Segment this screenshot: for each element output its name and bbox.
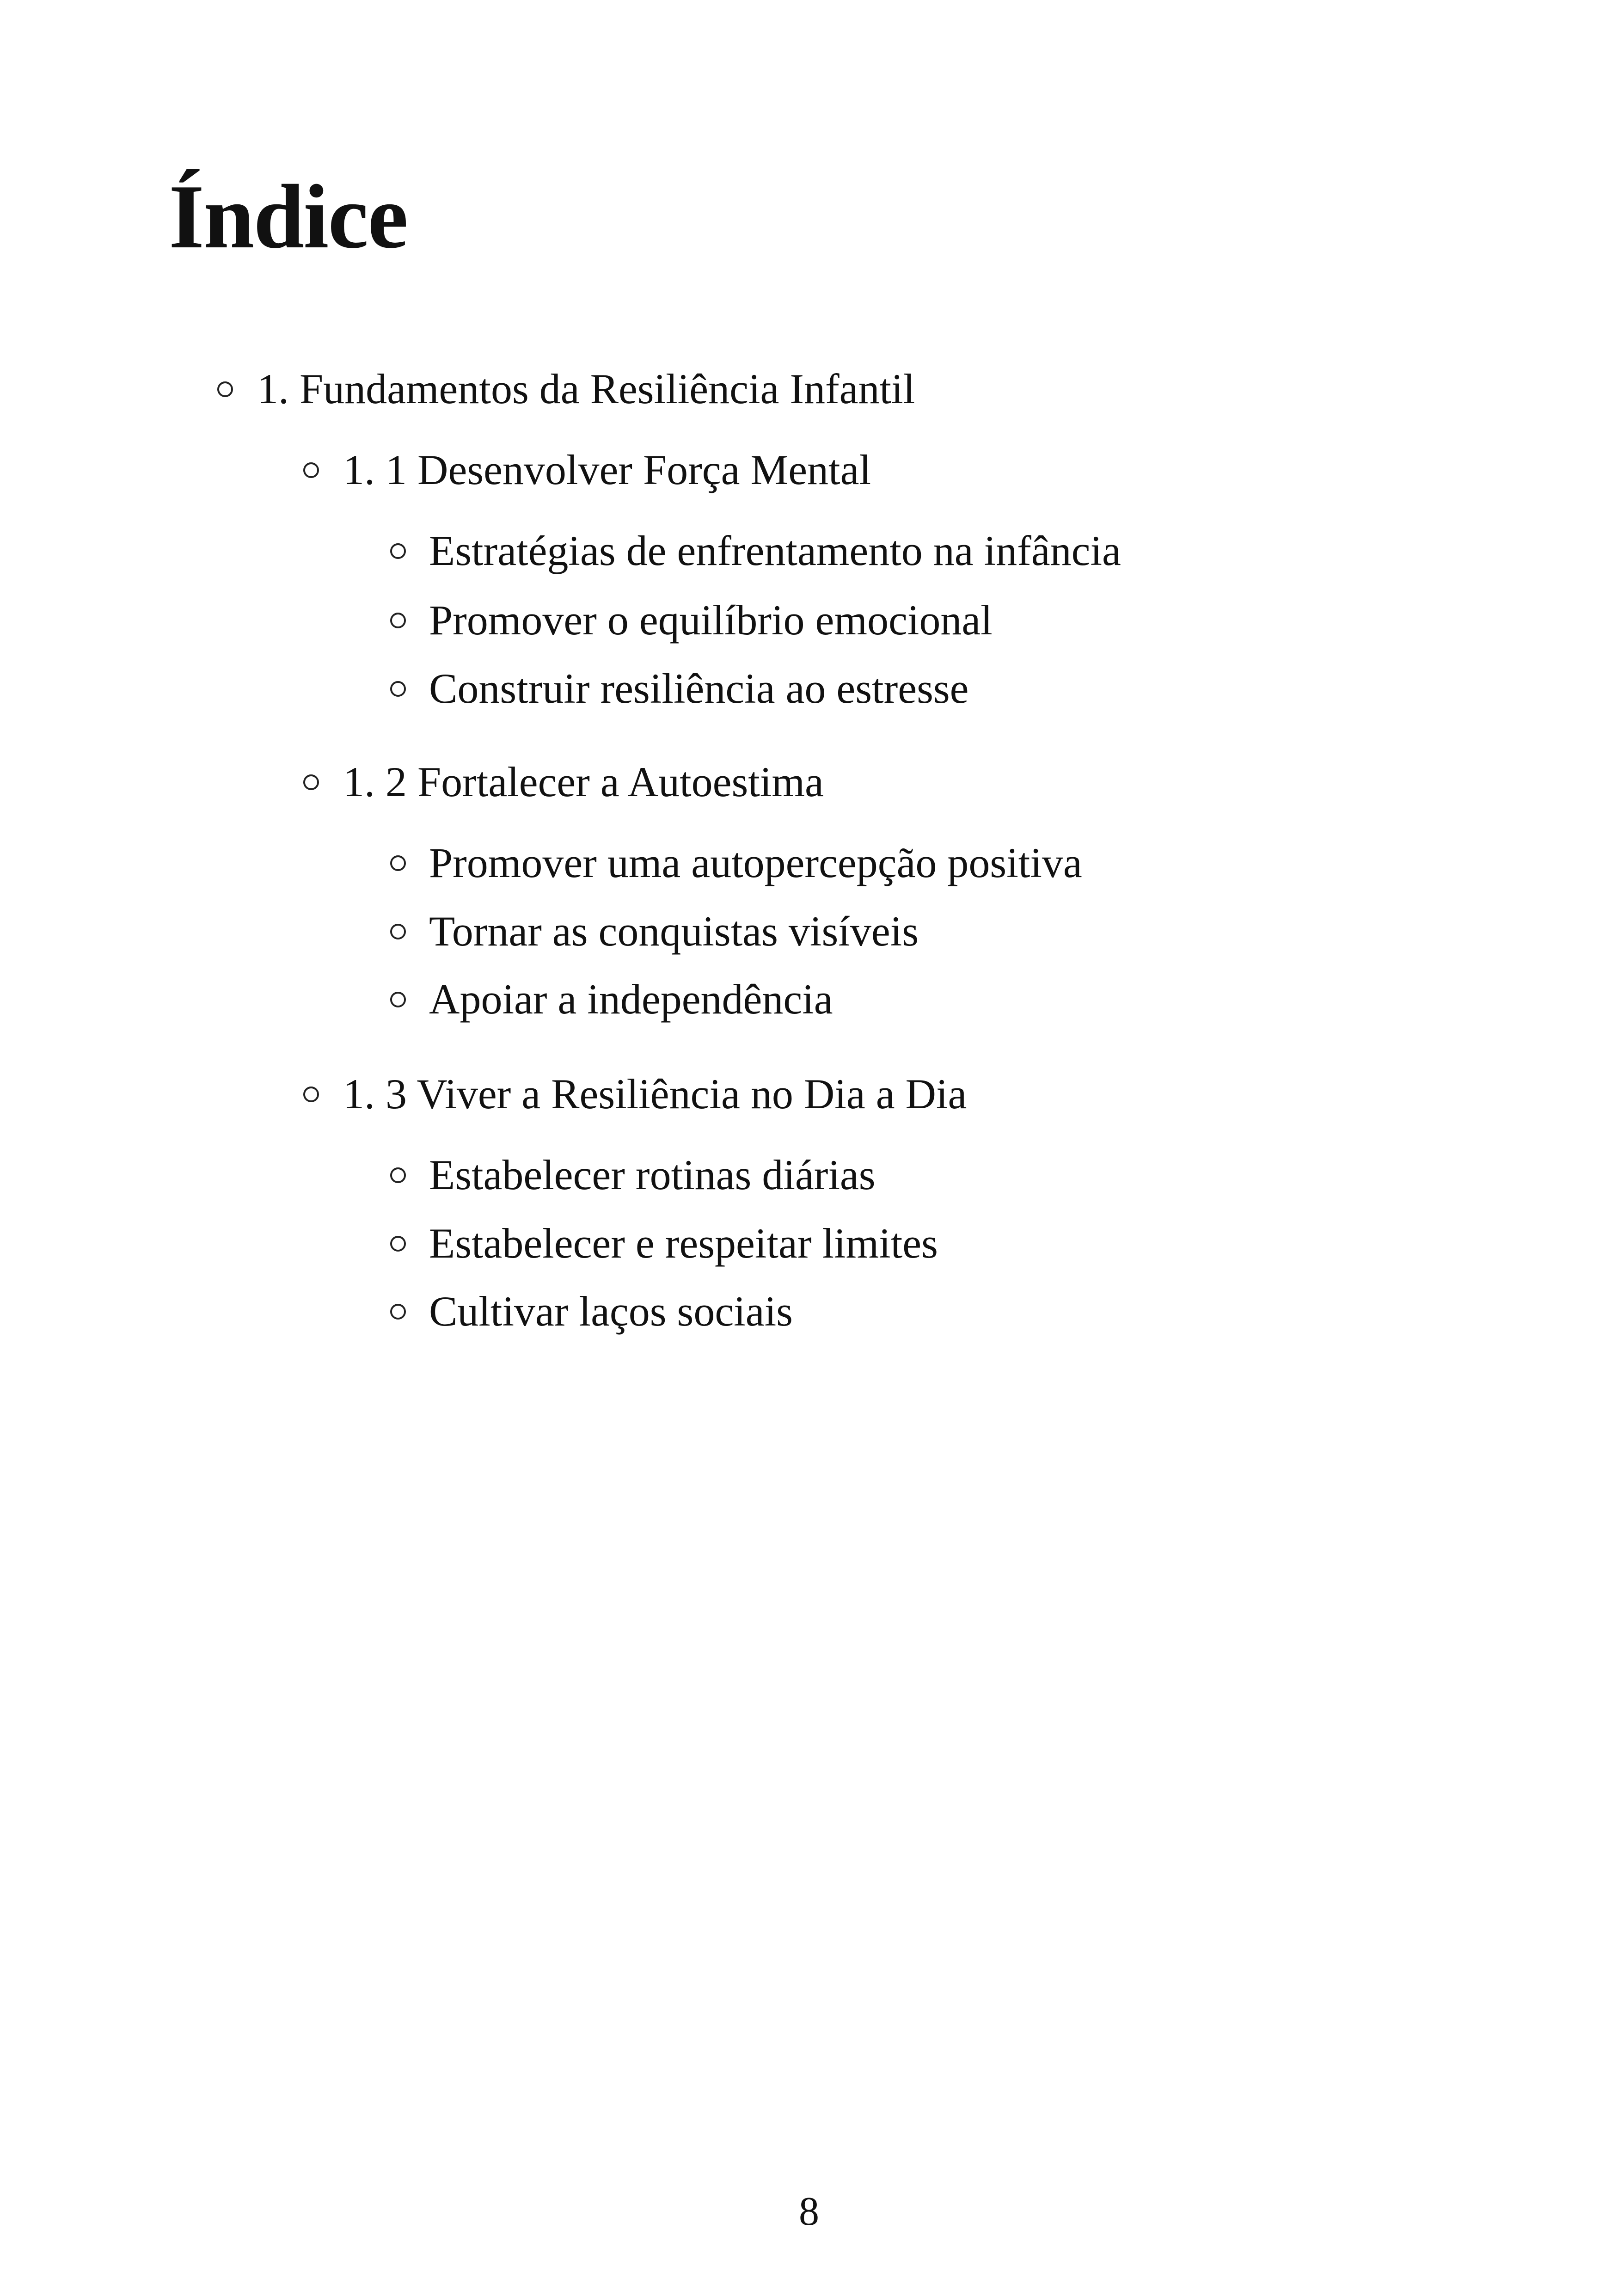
toc-item-label[interactable]: Estabelecer e respeitar limites xyxy=(429,1220,938,1267)
toc-section-label[interactable]: 1. 2 Fortalecer a Autoestima xyxy=(343,758,824,805)
page-title: Índice xyxy=(169,166,408,267)
toc-item-label[interactable]: Estabelecer rotinas diárias xyxy=(429,1151,876,1198)
bullet-icon xyxy=(390,681,406,697)
toc-item-label[interactable]: Tornar as conquistas visíveis xyxy=(429,908,919,955)
toc-item-label[interactable]: Construir resiliência ao estresse xyxy=(429,665,969,712)
bullet-icon xyxy=(390,543,406,559)
bullet-icon xyxy=(390,855,406,871)
toc-section-label[interactable]: 1. 1 Desenvolver Força Mental xyxy=(343,446,871,493)
toc-chapter-label[interactable]: 1. Fundamentos da Resiliência Infantil xyxy=(257,365,915,412)
toc-item-label[interactable]: Promover uma autopercepção positiva xyxy=(429,839,1082,886)
toc-item-label[interactable]: Estratégias de enfrentamento na infância xyxy=(429,527,1121,574)
toc-item-label[interactable]: Cultivar laços sociais xyxy=(429,1288,793,1335)
bullet-icon xyxy=(390,992,406,1007)
bullet-icon xyxy=(390,613,406,628)
bullet-icon xyxy=(217,381,233,397)
bullet-icon xyxy=(303,774,319,790)
page-number: 8 xyxy=(799,2189,819,2234)
bullet-icon xyxy=(390,1304,406,1320)
bullet-icon xyxy=(390,1236,406,1252)
toc-item-label[interactable]: Promover o equilíbrio emocional xyxy=(429,596,993,644)
toc-section-label[interactable]: 1. 3 Viver a Resiliência no Dia a Dia xyxy=(343,1070,967,1117)
toc-item-label[interactable]: Apoiar a independência xyxy=(429,976,833,1023)
bullet-icon xyxy=(390,924,406,939)
bullet-icon xyxy=(303,462,319,478)
bullet-icon xyxy=(390,1167,406,1183)
bullet-icon xyxy=(303,1087,319,1102)
